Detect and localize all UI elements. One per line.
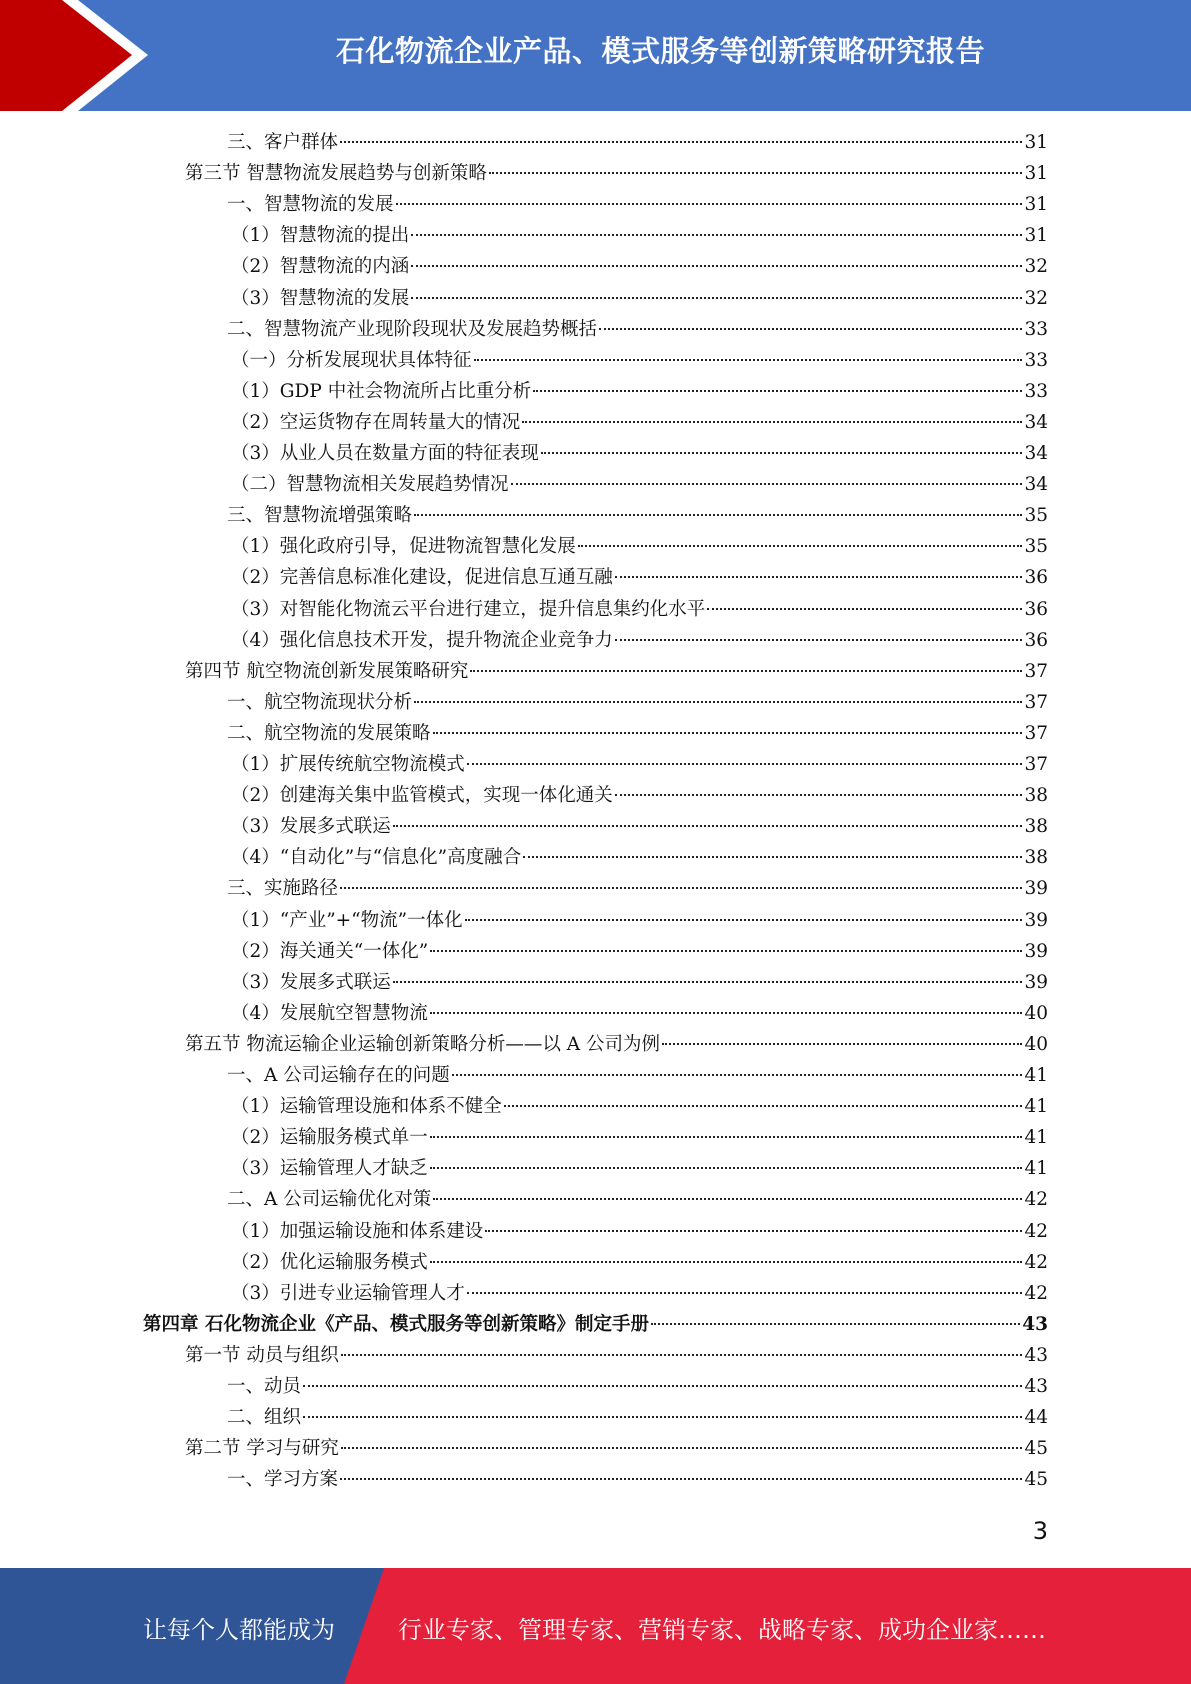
toc-entry[interactable] (231, 531, 1048, 562)
toc-entry[interactable] (227, 127, 1048, 158)
toc-entry[interactable] (231, 625, 1048, 656)
toc-entry-page: 33 (1024, 380, 1048, 402)
toc-entry-title: （2）创建海关集中监管模式，实现一体化通关 (231, 785, 613, 807)
toc-dot-leader (393, 981, 1023, 983)
toc-dot-leader (474, 359, 1023, 361)
toc-entry-title: （4）强化信息技术开发，提升物流企业竞争力 (231, 629, 613, 651)
toc-entry[interactable] (231, 936, 1048, 967)
toc-entry[interactable] (227, 1402, 1048, 1433)
toc-dot-leader (430, 1261, 1023, 1263)
toc-entry-page: 45 (1024, 1438, 1048, 1460)
toc-entry-page: 35 (1024, 536, 1048, 558)
toc-dot-leader (651, 1323, 1020, 1325)
toc-dot-leader (662, 1043, 1022, 1045)
toc-entry-page: 45 (1024, 1469, 1048, 1491)
toc-entry[interactable] (231, 562, 1048, 593)
toc-entry[interactable] (143, 1309, 1048, 1340)
toc-entry[interactable] (231, 1122, 1048, 1153)
toc-entry-page: 36 (1024, 629, 1048, 651)
toc-entry-title: 二、智慧物流产业现阶段现状及发展趋势概括 (227, 318, 598, 340)
toc-entry-title: （1）扩展传统航空物流模式 (231, 754, 465, 775)
toc-entry-title: 第三节 智慧物流发展趋势与创新策略 (185, 163, 487, 185)
toc-dot-leader (433, 732, 1023, 734)
footer-slogan-right: 行业专家、管理专家、营销专家、战略专家、成功企业家…… (398, 1616, 1046, 1644)
toc-entry-page: 38 (1024, 816, 1048, 838)
toc-entry[interactable] (231, 998, 1048, 1029)
toc-entry-page: 32 (1024, 256, 1048, 278)
toc-entry-page: 41 (1024, 1096, 1048, 1118)
toc-entry-title: 第四节 航空物流创新发展策略研究 (185, 660, 469, 682)
toc-entry-title: （3）对智能化物流云平台进行建立，提升信息集约化水平 (231, 598, 706, 620)
toc-entry[interactable] (231, 1278, 1048, 1309)
toc-entry[interactable] (231, 594, 1048, 625)
toc-entry-title: （4）发展航空智慧物流 (231, 1002, 428, 1024)
toc-entry-title: 三、智慧物流增强策略 (227, 505, 413, 527)
toc-entry[interactable] (185, 656, 1048, 687)
toc-entry-title: （2）空运货物存在周转量大的情况 (231, 411, 521, 433)
toc-entry-page: 42 (1024, 1282, 1048, 1304)
toc-entry[interactable] (227, 1371, 1048, 1402)
toc-entry-title: （3）发展多式联运 (231, 816, 391, 838)
toc-dot-leader (467, 1292, 1023, 1294)
toc-entry-page: 37 (1024, 722, 1048, 744)
toc-entry[interactable] (185, 1340, 1048, 1371)
toc-entry-title: 第一节 动员与组织 (185, 1344, 339, 1366)
toc-entry-page: 36 (1024, 598, 1048, 620)
toc-entry-title: 二、航空物流的发展策略 (227, 722, 431, 744)
toc-entry-title: （1）加强运输设施和体系建设 (231, 1220, 484, 1242)
toc-entry-page: 39 (1024, 909, 1048, 931)
header-banner (0, 0, 1191, 111)
toc-dot-leader (615, 639, 1023, 641)
toc-entry[interactable] (185, 1029, 1048, 1060)
toc-dot-leader (341, 1354, 1023, 1356)
toc-entry[interactable] (231, 749, 1048, 780)
footer-banner (0, 1568, 1191, 1684)
toc-entry-page: 42 (1024, 1220, 1048, 1242)
toc-entry-title: 一、智慧物流的发展 (227, 194, 394, 216)
footer-slogan-left: 让每个人都能成为 (143, 1616, 335, 1644)
toc-dot-leader (411, 297, 1022, 299)
toc-dot-leader (523, 856, 1022, 858)
toc-entry-title: 一、A 公司运输存在的问题 (227, 1065, 450, 1086)
toc-entry-page: 39 (1024, 940, 1048, 962)
toc-entry-title: （2）完善信息标准化建设，促进信息互通互融 (231, 567, 613, 589)
toc-entry[interactable] (227, 189, 1048, 220)
toc-entry-title: （1）强化政府引导，促进物流智慧化发展 (231, 536, 576, 558)
toc-entry-title: 二、组织 (227, 1407, 302, 1429)
toc-entry-title: 一、学习方案 (227, 1469, 339, 1491)
toc-entry-page: 40 (1024, 1002, 1048, 1024)
toc-entry-title: 一、动员 (227, 1376, 302, 1397)
toc-entry-title: （一）分析发展现状具体特征 (231, 349, 472, 371)
toc-dot-leader (470, 670, 1022, 672)
toc-dot-leader (430, 950, 1022, 952)
toc-entry[interactable] (227, 1464, 1048, 1495)
toc-entry-page: 37 (1024, 660, 1048, 682)
toc-dot-leader (430, 1136, 1023, 1138)
toc-entry-page: 31 (1024, 194, 1048, 216)
toc-entry-page: 33 (1024, 349, 1048, 371)
toc-entry[interactable] (231, 1216, 1048, 1247)
toc-entry[interactable] (227, 1060, 1048, 1091)
toc-dot-leader (393, 825, 1023, 827)
toc-dot-leader (615, 576, 1023, 578)
toc-entry-title: （3）发展多式联运 (231, 971, 391, 993)
toc-dot-leader (433, 1198, 1022, 1200)
document-title: 石化物流企业产品、模式服务等创新策略研究报告 (335, 34, 985, 68)
toc-entry-page: 31 (1024, 163, 1048, 185)
toc-entry[interactable] (231, 345, 1048, 376)
toc-dot-leader (430, 1012, 1023, 1014)
toc-entry-page: 39 (1024, 878, 1048, 900)
toc-dot-leader (411, 234, 1022, 236)
toc-dot-leader (414, 701, 1022, 703)
toc-dot-leader (303, 1416, 1022, 1418)
toc-entry-title: （2）优化运输服务模式 (231, 1251, 428, 1273)
toc-entry-page: 36 (1024, 567, 1048, 589)
toc-entry-page: 34 (1024, 474, 1048, 496)
toc-entry-title: （1）运输管理设施和体系不健全 (231, 1096, 502, 1118)
toc-entry-page: 41 (1024, 1065, 1048, 1086)
toc-entry-title: 第五节 物流运输企业运输创新策略分析——以 A 公司为例 (185, 1033, 661, 1055)
toc-entry[interactable] (231, 376, 1048, 407)
toc-entry[interactable] (231, 1091, 1048, 1122)
toc-entry[interactable] (227, 1184, 1048, 1215)
toc-entry-page: 40 (1024, 1033, 1048, 1055)
toc-dot-leader (489, 172, 1023, 174)
toc-entry-page: 38 (1024, 847, 1048, 869)
toc-dot-leader (467, 763, 1023, 765)
toc-entry[interactable] (231, 438, 1048, 469)
toc-dot-leader (522, 421, 1022, 423)
toc-entry[interactable] (227, 873, 1048, 904)
toc-dot-leader (533, 390, 1022, 392)
toc-entry[interactable] (231, 905, 1048, 936)
toc-entry-title: 第四章 石化物流企业《产品、模式服务等创新策略》制定手册 (143, 1313, 649, 1335)
toc-entry-page: 42 (1024, 1251, 1048, 1273)
toc-entry[interactable] (227, 500, 1048, 531)
toc-entry-page: 41 (1024, 1158, 1048, 1180)
toc-dot-leader (340, 141, 1022, 143)
toc-dot-leader (615, 794, 1023, 796)
toc-entry[interactable] (227, 718, 1048, 749)
toc-entry-page: 31 (1024, 225, 1048, 247)
toc-dot-leader (452, 1074, 1023, 1076)
toc-entry-page: 39 (1024, 971, 1048, 993)
toc-entry-title: （4）“自动化”与“信息化”高度融合 (231, 847, 522, 869)
toc-entry[interactable] (231, 780, 1048, 811)
toc-entry-page: 42 (1024, 1189, 1048, 1211)
toc-entry-title: 三、客户群体 (227, 132, 339, 153)
toc-entry-title: （3）运输管理人才缺乏 (231, 1158, 428, 1180)
toc-entry-page: 33 (1024, 318, 1048, 340)
toc-entry[interactable] (227, 687, 1048, 718)
toc-entry-page: 34 (1024, 411, 1048, 433)
toc-entry-title: （1）GDP 中社会物流所占比重分析 (231, 380, 532, 402)
toc-dot-leader (465, 919, 1023, 921)
toc-dot-leader (599, 328, 1022, 330)
toc-entry-page: 35 (1024, 505, 1048, 527)
toc-entry-title: （2）智慧物流的内涵 (231, 256, 410, 278)
toc-entry-title: （3）引进专业运输管理人才 (231, 1282, 465, 1304)
toc-entry[interactable] (231, 1153, 1048, 1184)
toc-entry-page: 38 (1024, 785, 1048, 807)
toc-entry[interactable] (231, 407, 1048, 438)
toc-entry-title: （3）智慧物流的发展 (231, 287, 410, 309)
toc-entry[interactable] (231, 1247, 1048, 1278)
toc-entry-page: 43 (1024, 1344, 1048, 1366)
toc-dot-leader (341, 1447, 1023, 1449)
toc-entry-title: 二、A 公司运输优化对策 (227, 1189, 432, 1211)
toc-entry-title: 一、航空物流现状分析 (227, 691, 413, 713)
toc-dot-leader (511, 483, 1023, 485)
toc-entry-title: 三、实施路径 (227, 878, 339, 900)
toc-dot-leader (541, 452, 1023, 454)
toc-dot-leader (578, 545, 1023, 547)
toc-entry-page: 43 (1024, 1376, 1048, 1397)
toc-entry-page: 37 (1024, 691, 1048, 713)
toc-entry-page: 31 (1024, 132, 1048, 153)
toc-entry-page: 43 (1022, 1313, 1048, 1335)
toc-entry[interactable] (231, 967, 1048, 998)
toc-dot-leader (340, 1478, 1022, 1480)
toc-entry[interactable] (227, 314, 1048, 345)
toc-entry[interactable] (231, 283, 1048, 314)
toc-entry-title: 第二节 学习与研究 (185, 1438, 339, 1460)
toc-dot-leader (303, 1385, 1022, 1387)
toc-entry-title: （3）从业人员在数量方面的特征表现 (231, 443, 539, 464)
toc-entry-page: 37 (1024, 754, 1048, 775)
toc-entry-page: 44 (1024, 1407, 1048, 1429)
toc-entry[interactable] (185, 158, 1048, 189)
toc-dot-leader (411, 265, 1022, 267)
toc-entry[interactable] (185, 1433, 1048, 1464)
toc-dot-leader (340, 887, 1022, 889)
toc-entry-title: （1）“产业”+“物流”一体化 (231, 909, 463, 931)
toc-entry-title: （2）海关通关“一体化” (231, 940, 429, 962)
toc-entry[interactable] (231, 251, 1048, 282)
toc-dot-leader (485, 1230, 1022, 1232)
toc-entry-page: 41 (1024, 1127, 1048, 1149)
toc-entry-title: （1）智慧物流的提出 (231, 225, 410, 247)
toc-dot-leader (396, 203, 1023, 205)
toc-entry-page: 32 (1024, 287, 1048, 309)
toc-entry-title: （二）智慧物流相关发展趋势情况 (231, 474, 509, 496)
page-number: 3 (1032, 1517, 1048, 1545)
toc-dot-leader (430, 1167, 1023, 1169)
toc-entry-page: 34 (1024, 443, 1048, 464)
toc-dot-leader (414, 514, 1022, 516)
toc-entry[interactable] (231, 220, 1048, 251)
toc-dot-leader (504, 1105, 1023, 1107)
toc-entry[interactable] (231, 842, 1048, 873)
toc-entry-title: （2）运输服务模式单一 (231, 1127, 428, 1149)
toc-entry[interactable] (231, 469, 1048, 500)
toc-entry[interactable] (231, 811, 1048, 842)
toc-dot-leader (707, 608, 1022, 610)
